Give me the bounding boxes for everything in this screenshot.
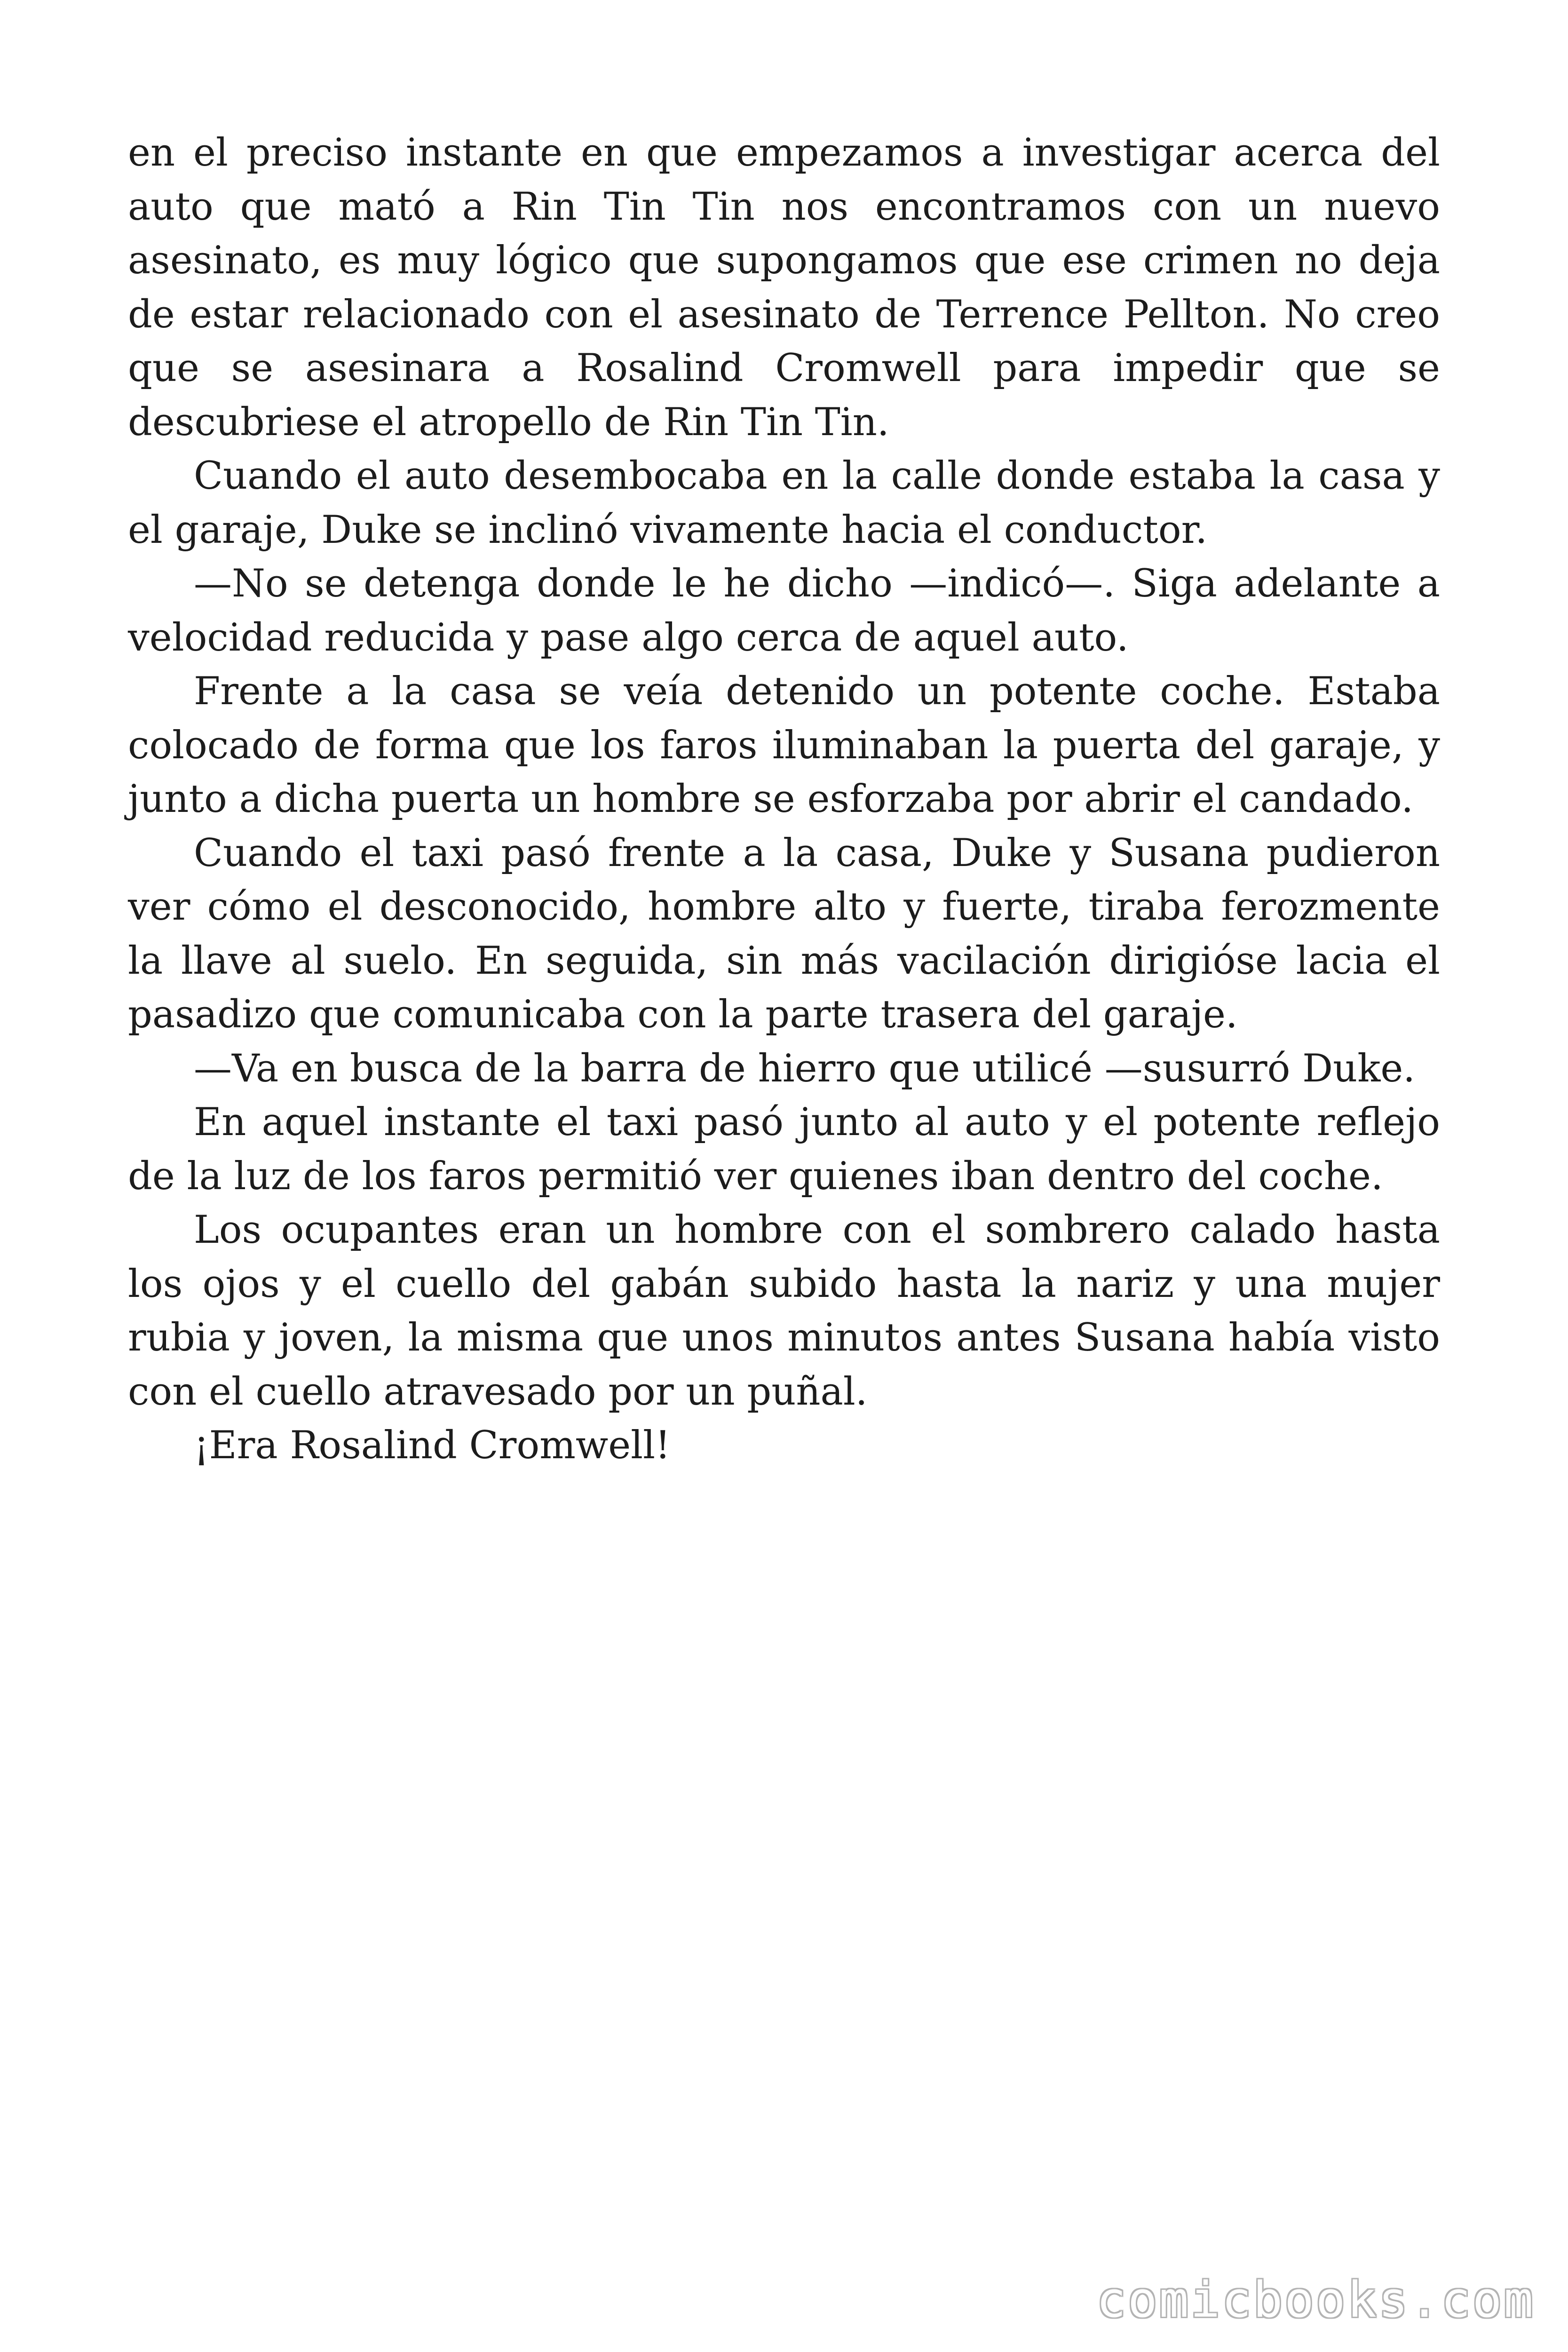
paragraph-4: Frente a la casa se veía detenido un potente coche. Estaba colocado de forma que los faros iluminaban la puerta del garaje, y junto a dicha puerta un hombre se esforzaba por abrir el candado. xyxy=(128,669,1440,821)
body-text xyxy=(128,126,1440,1473)
paragraph-6: —Va en busca de la barra de hierro que utilicé —susurró Duke. xyxy=(194,1046,1416,1091)
paragraph-8: Los ocupantes eran un hombre con el sombrero calado hasta los ojos y el cuello del gabán subido hasta la nariz y una mujer rubia y joven, la misma que unos minutos antes Susana había visto con el cuello atravesado por un puñal. xyxy=(128,1208,1440,1414)
paragraph-1: en el preciso instante en que empezamos a investigar acerca del auto que mató a Rin Tin Tin nos encontramos con un nuevo asesinato, es muy lógico que supongamos que ese crimen no deja de estar relacionado con el asesinato de Terrence Pellton. No creo que se asesinara a Rosalind Cromwell para impedir que se descubriese el atropello de Rin Tin Tin. xyxy=(128,131,1440,445)
paragraph-2: Cuando el auto desembocaba en la calle donde estaba la casa y el garaje, Duke se inclinó vivamente hacia el conductor. xyxy=(128,454,1440,552)
watermark: comicbooks.com xyxy=(1096,2271,1535,2328)
paragraph-7: En aquel instante el taxi pasó junto al auto y el potente reflejo de la luz de los faros permitió ver quienes iban dentro del coche. xyxy=(128,1100,1440,1199)
paragraph-3: —No se detenga donde le he dicho —indicó—. Siga adelante a velocidad reducida y pase algo cerca de aquel auto. xyxy=(128,562,1440,660)
paragraph-9: ¡Era Rosalind Cromwell! xyxy=(194,1423,671,1468)
paragraph-5: Cuando el taxi pasó frente a la casa, Duke y Susana pudieron ver cómo el desconocido, hombre alto y fuerte, tiraba ferozmente la llave al suelo. En seguida, sin más vacilación dirigióse lacia el pasadizo que comunicaba con la parte trasera del garaje. xyxy=(128,831,1440,1037)
